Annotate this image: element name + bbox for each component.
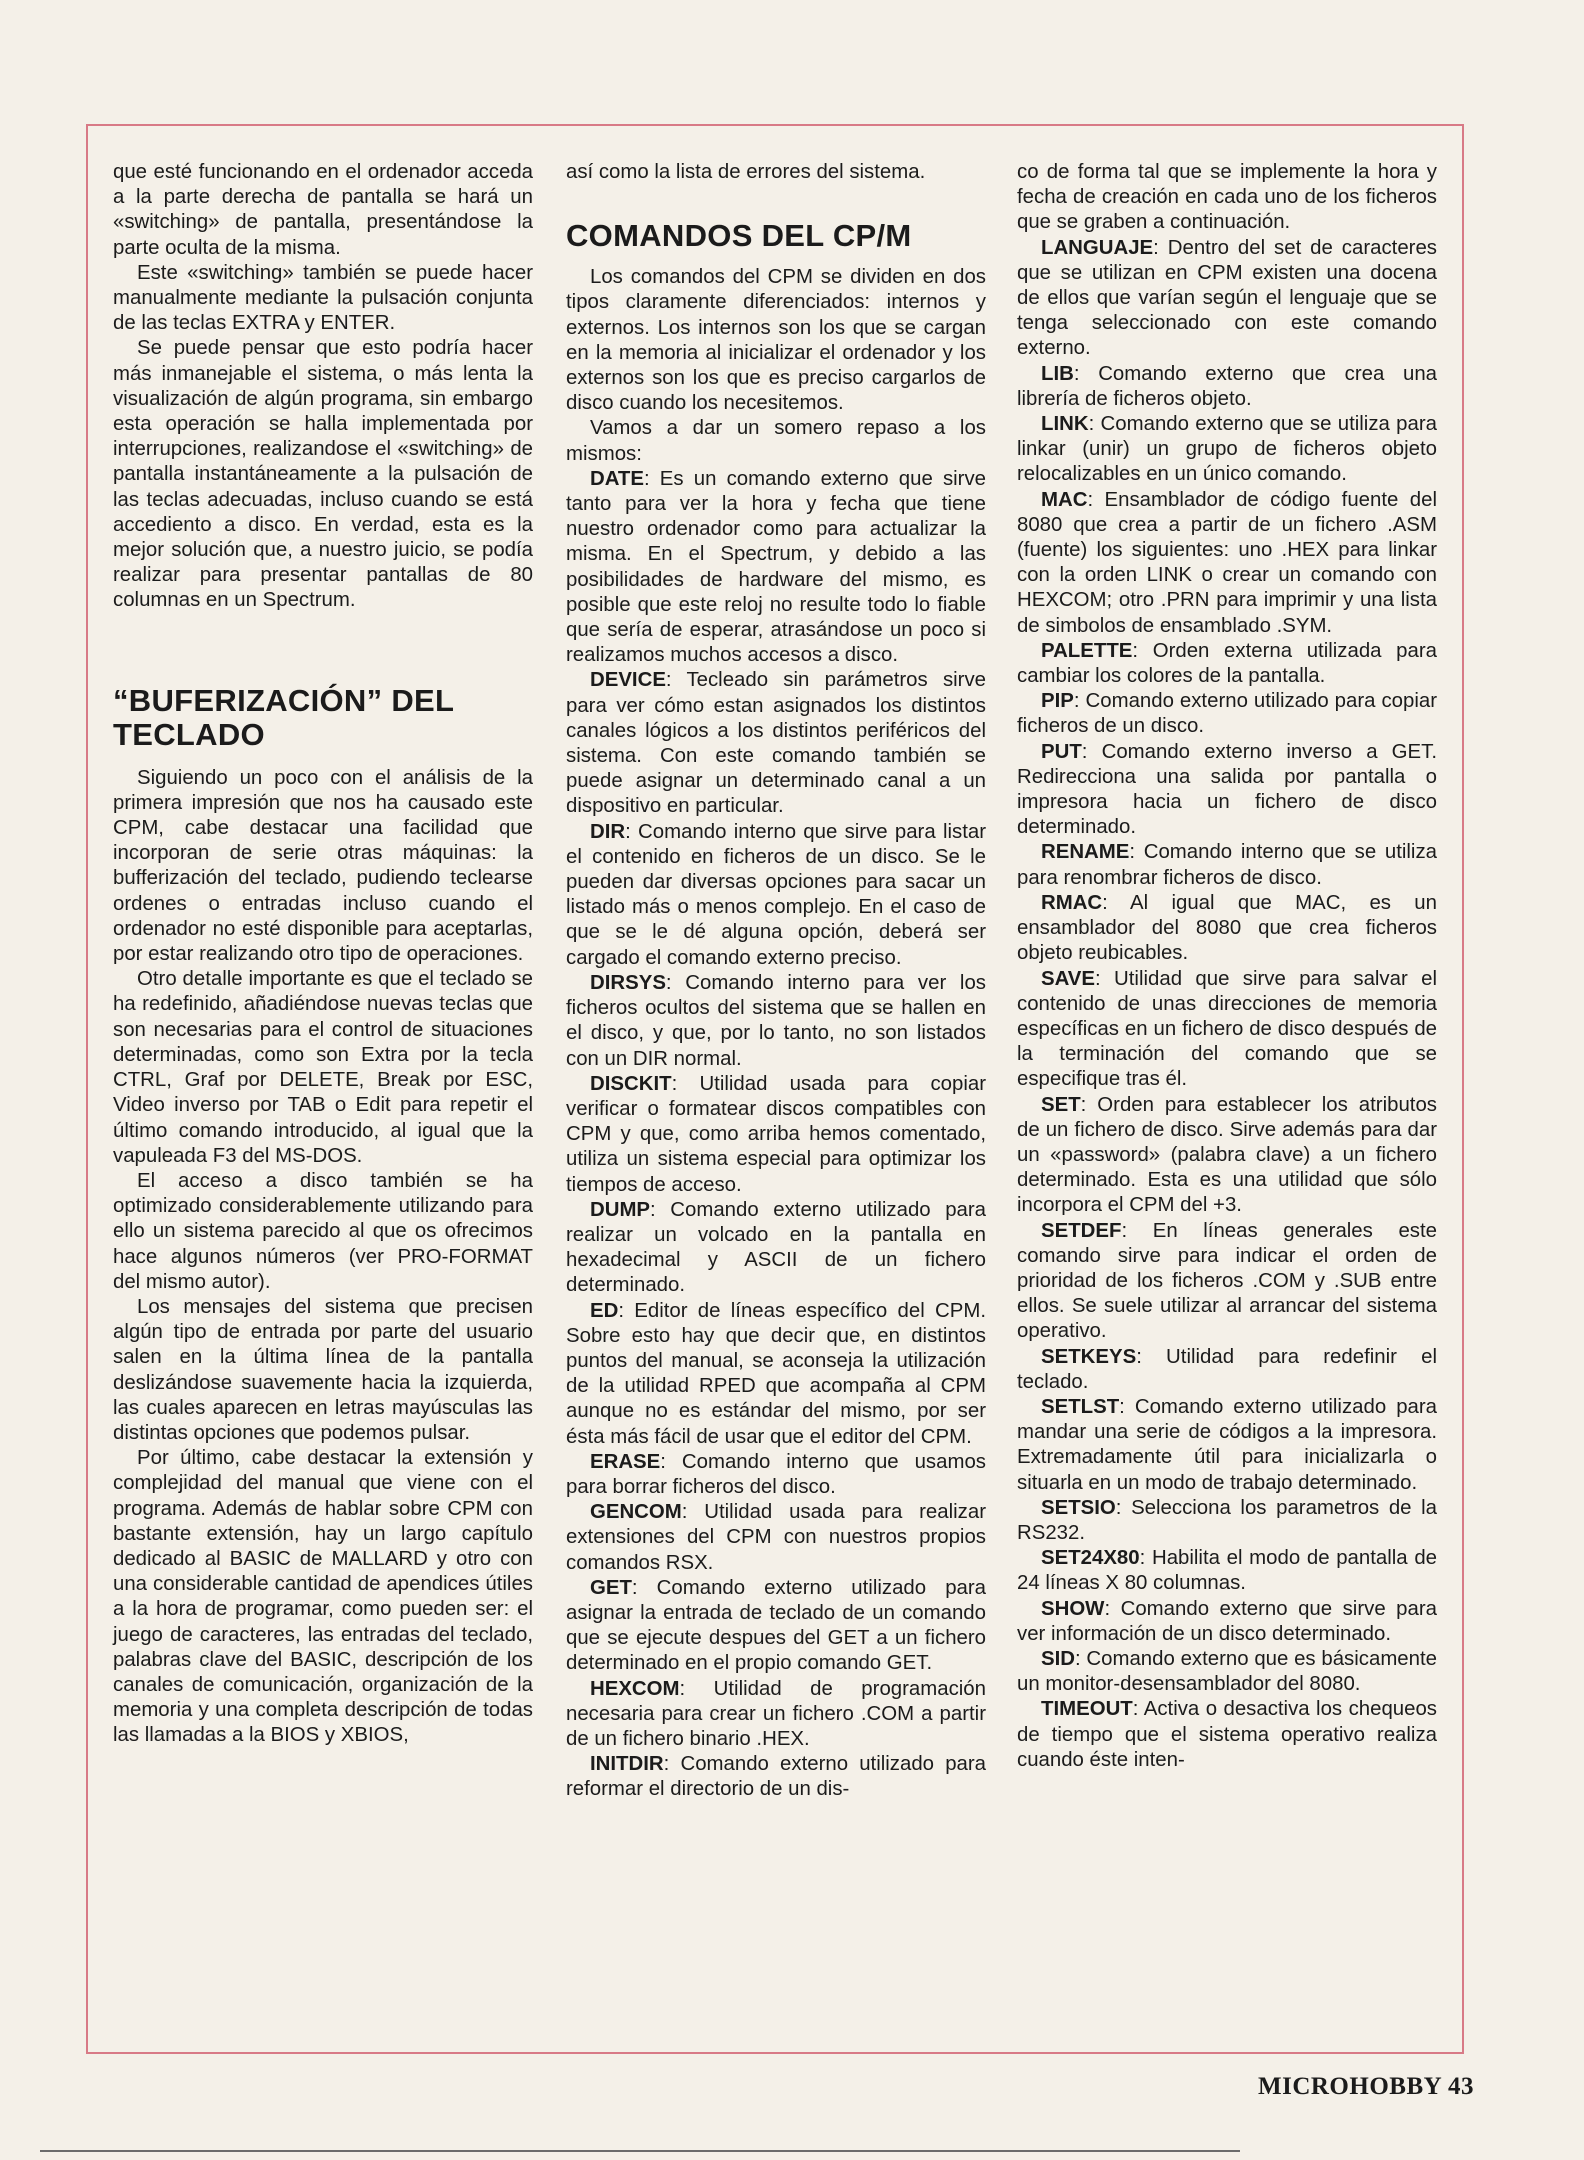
command-term: SET [1041,1093,1081,1116]
command-description: : Comando interno que usamos para borrar ficheros del disco. [566,1450,986,1498]
command-description: : Al igual que MAC, es un ensamblador del 8080 que crea ficheros objeto reubicables. [1017,891,1437,965]
command-entry [1017,236,1437,362]
command-term: SETDEF [1041,1219,1122,1242]
page-footer [1258,2073,1474,2101]
command-entry [1017,689,1437,739]
command-term: DIR [590,820,626,843]
command-term: DATE [590,467,644,490]
command-term: PUT [1041,740,1082,763]
paragraph: Este «switching» también se puede hacer manualmente mediante la pulsación conjunta de las teclas EXTRA y ENTER. [113,261,533,335]
command-entry [566,1450,986,1500]
command-term: HEXCOM [590,1677,680,1700]
command-term: SETLST [1041,1395,1120,1418]
command-term: DEVICE [590,669,666,692]
command-entry [566,1299,986,1450]
command-term: LANGUAJE [1041,236,1154,259]
command-term: PALETTE [1041,639,1133,662]
command-term: MAC [1041,488,1088,511]
paragraph: Los mensajes del sistema que precisen algún tipo de entrada por parte del usuario salen en la última línea de la pantalla deslizándose suavemente hacia la izquierda, las cuales aparecen en letras mayúsculas las distintas opciones que podemos pulsar. [113,1295,533,1444]
command-description: : Comando externo utilizado para reformar el directorio de un dis- [566,1753,986,1801]
command-description: : Utilidad usada para copiar verificar o formatear discos compatibles con CPM y que, como arriba hemos comentado, utiliza un sistema especial para optimizar los tiempos de acceso. [566,1072,986,1196]
column-2 [566,160,986,1803]
command-entry [1017,1496,1437,1546]
command-description: : Comando externo utilizado para copiar ficheros de un disco. [1017,690,1437,738]
command-entry [1017,1093,1437,1219]
command-description: : Comando externo inverso a GET. Redirecciona una salida por pantalla o impresora hacia un fichero de disco determinado. [1017,740,1437,839]
paragraph: El acceso a disco también se ha optimizado considerablemente utilizando para ello un sistema parecido al que os ofrecimos hace algunos números (ver PRO-FORMAT del mismo autor). [113,1169,533,1293]
command-entry [1017,740,1437,841]
command-description: : Orden externa utilizada para cambiar los colores de la pantalla. [1017,639,1437,688]
command-term: SETKEYS [1041,1345,1137,1368]
command-entry [1017,967,1437,1093]
command-description: : Activa o desactiva los chequeos de tiempo que el sistema operativo realiza cuando éste inten- [1017,1698,1437,1771]
command-description: : Comando externo que es básicamente un monitor-desensamblador del 8080. [1017,1647,1437,1696]
command-entry [1017,1647,1437,1697]
paragraph: así como la lista de errores del sistema. [566,161,926,183]
command-entry [1017,1345,1437,1395]
paragraph: co de forma tal que se implemente la hora y fecha de creación en cada uno de los ficheros que se graben a continuación. [1017,161,1437,234]
command-entry [566,668,986,819]
command-term: RENAME [1041,841,1130,864]
command-entry [566,1752,986,1802]
command-term: DUMP [590,1198,651,1221]
command-entry [1017,1546,1437,1596]
command-term: LIB [1041,362,1074,385]
command-description: : Dentro del set de caracteres que se utilizan en CPM existen una docena de ellos que varían según el lenguaje que se tenga seleccionado con este comando externo. [1017,236,1437,360]
command-description: : Es un comando externo que sirve tanto para ver la hora y fecha que tiene nuestro ordenador como para actualizar la misma. En el Spectrum, y debido a las posibilidades de hardware del mismo, es posible que este reloj no resulte todo lo fiable que sería de esperar, atrasándose un poco si realizamos muchos accesos a disco. [566,467,986,667]
command-term: PIP [1041,690,1074,713]
command-description: : Tecleado sin parámetros sirve para ver cómo estan asignados los distintos canales lógicos a los distintos periféricos del sistema. Con este comando también se puede asignar un determinado canal a un dispositivo en particular. [566,669,986,818]
command-entry [566,467,986,669]
command-term: ERASE [590,1450,661,1473]
command-term: DIRSYS [590,971,666,994]
command-term: SHOW [1041,1597,1105,1620]
command-term: GENCOM [590,1501,682,1524]
page-number: 43 [1448,2073,1474,2100]
command-term: SETSIO [1041,1496,1116,1519]
command-term: RMAC [1041,891,1103,914]
command-entry [1017,488,1437,639]
command-description: : Utilidad para redefinir el teclado. [1017,1345,1437,1393]
command-description: : Ensamblador de código fuente del 8080 que crea a partir de un fichero .ASM (fuente) los siguientes: uno .HEX para linkar con la orden LINK o crear un comando con HEXCOM; otro .PRN para imprimir y una lista de simbolos de ensamblado .SYM. [1017,488,1437,637]
command-term: GET [590,1576,632,1599]
paragraph: Por último, cabe destacar la extensión y complejidad del manual que viene con el programa. Además de hablar sobre CPM con bastante extensión, hay un largo capítulo dedicado al BASIC de MALLARD y otro con una considerable cantidad de apendices útiles a la hora de programar, como pueden ser: el juego de caracteres, las entradas del teclado, palabras clave del BASIC, descripción de los canales de comunicación, organización de la memoria y una completa descripción de todas las llamadas a la BIOS y XBIOS, [113,1447,533,1747]
command-entry [1017,1219,1437,1345]
command-description: : Comando externo que crea una librería de ficheros objeto. [1017,362,1437,410]
column-1 [113,160,533,1749]
command-description: : Utilidad usada para realizar extensiones del CPM con nuestros propios comandos RSX. [566,1501,986,1574]
command-description: : Selecciona los parametros de la RS232. [1017,1496,1437,1544]
command-entry [1017,412,1437,488]
command-description: : Comando interno que sirve para listar el contenido en ficheros de un disco. Se le pueden dar diversas opciones para sacar un listado más o menos complejo. En el caso de que se le dé alguna opción, deberá ser cargado el comando externo preciso. [566,820,986,969]
command-entry [566,1500,986,1576]
bottom-rule [40,2150,1240,2152]
paragraph: Otro detalle importante es que el teclado se ha redefinido, añadiéndose nuevas teclas que son necesarias para el control de situaciones determinadas, como son Extra por la tecla CTRL, Graf por DELETE, Break por ESC, Video inverso por TAB o Edit para repetir el último comando introducido, al igual que la vapuleada F3 del MS-DOS. [113,968,533,1167]
section-heading-comandos: COMANDOS DEL CP/M [566,218,912,254]
command-list [566,467,986,1803]
command-description: : Comando externo utilizado para realizar un volcado en la pantalla en hexadecimal y ASCII de un fichero determinado. [566,1198,986,1297]
command-entry [1017,1395,1437,1496]
command-description: : Comando interno que se utiliza para renombrar ficheros de disco. [1017,841,1437,889]
command-list [1017,236,1437,1773]
command-term: SAVE [1041,967,1096,990]
command-entry [566,1576,986,1677]
command-entry [1017,891,1437,967]
paragraph: que esté funcionando en el ordenador acceda a la parte derecha de pantalla se hará un «switching» de pantalla, presentándose la parte oculta de la misma. [113,161,533,259]
command-entry [566,1072,986,1198]
command-entry [1017,362,1437,412]
command-term: INITDIR [590,1753,664,1776]
command-description: : Comando externo utilizado para asignar la entrada de teclado de un comando que se ejecute despues del GET a un fichero determinado en el propio comando GET. [566,1576,986,1675]
command-description: : Orden para establecer los atributos de un fichero de disco. Sirve además para dar un «password» (palabra clave) a un fichero determinado. Esta es una utilidad que sólo incorpora el CPM del +3. [1017,1093,1437,1217]
paragraph: Los comandos del CPM se dividen en dos tipos claramente diferenciados: internos y externos. Los internos son los que se cargan en la memoria al inicializar el ordenador y los externos son los que es preciso cargarlos de disco cuando los necesitemos. [566,266,986,415]
command-description: : Comando externo que se utiliza para linkar (unir) un grupo de ficheros objeto relocalizables en un único comando. [1017,413,1437,486]
command-entry [566,1198,986,1299]
command-entry [566,1677,986,1753]
command-description: : Utilidad que sirve para salvar el contenido de unas direcciones de memoria específicas en un fichero de disco después de la terminación del comando que se especifique tras él. [1017,967,1437,1091]
command-entry [566,820,986,971]
command-entry [566,971,986,1072]
paragraph: Se puede pensar que esto podría hacer más inmanejable el sistema, o más lenta la visualización de algún programa, sin embargo esta operación se halla implementada por interrupciones, realizandose el «switching» de pantalla instantáneamente a la pulsación de las teclas adecuadas, incluso cuando se está accediento a disco. En verdad, esta es la mejor solución que, a nuestro juicio, se podía realizar para presentar pantallas de 80 columnas en un Spectrum. [113,337,533,612]
magazine-name: MICROHOBBY [1258,2073,1442,2100]
command-term: ED [590,1299,619,1322]
section-heading-buferizacion: “BUFERIZACIÓN” DEL TECLADO [113,682,454,752]
paragraph: Vamos a dar un somero repaso a los mismos: [566,417,986,465]
command-entry [1017,840,1437,890]
command-description: : En líneas generales este comando sirve para indicar el orden de prioridad de los ficheros .COM y .SUB entre ellos. Se suele utilizar al arrancar del sistema operativo. [1017,1219,1437,1343]
command-term: TIMEOUT [1041,1698,1133,1721]
command-entry [1017,1697,1437,1773]
command-description: : Habilita el modo de pantalla de 24 líneas X 80 columnas. [1017,1547,1437,1595]
command-entry [1017,639,1437,689]
command-description: : Utilidad de programación necesaria para crear un fichero .COM a partir de un fichero binario .HEX. [566,1677,986,1750]
command-term: SET24X80 [1041,1547,1140,1570]
command-description: : Comando interno para ver los ficheros ocultos del sistema que se hallen en el disco, y que, por lo tanto, no son listados con un DIR normal. [566,971,986,1070]
command-entry [1017,1597,1437,1647]
command-term: LINK [1041,413,1089,436]
column-3 [1017,160,1437,1773]
command-term: SID [1041,1647,1075,1670]
paragraph: Siguiendo un poco con el análisis de la primera impresión que nos ha causado este CPM, cabe destacar una facilidad que incorporan de serie otras máquinas: la bufferización del teclado, pudiendo teclearse ordenes o entradas incluso cuando el ordenador no esté disponible para aceptarlas, por estar realizando otro tipo de operaciones. [113,766,533,966]
command-term: DISCKIT [590,1072,672,1095]
command-description: : Comando externo que sirve para ver información de un disco determinado. [1017,1597,1437,1645]
command-description: : Editor de líneas específico del CPM. Sobre esto hay que decir que, en distintos puntos del manual, se aconseja la utilización de la utilidad RPED que acompaña al CPM aunque no es estándar del mismo, por ser ésta más fácil de usar que el editor del CPM. [566,1299,986,1448]
command-description: : Comando externo utilizado para mandar una serie de códigos a la impresora. Extremadamente útil para inicializarla o situarla en un modo de trabajo determinado. [1017,1395,1437,1494]
